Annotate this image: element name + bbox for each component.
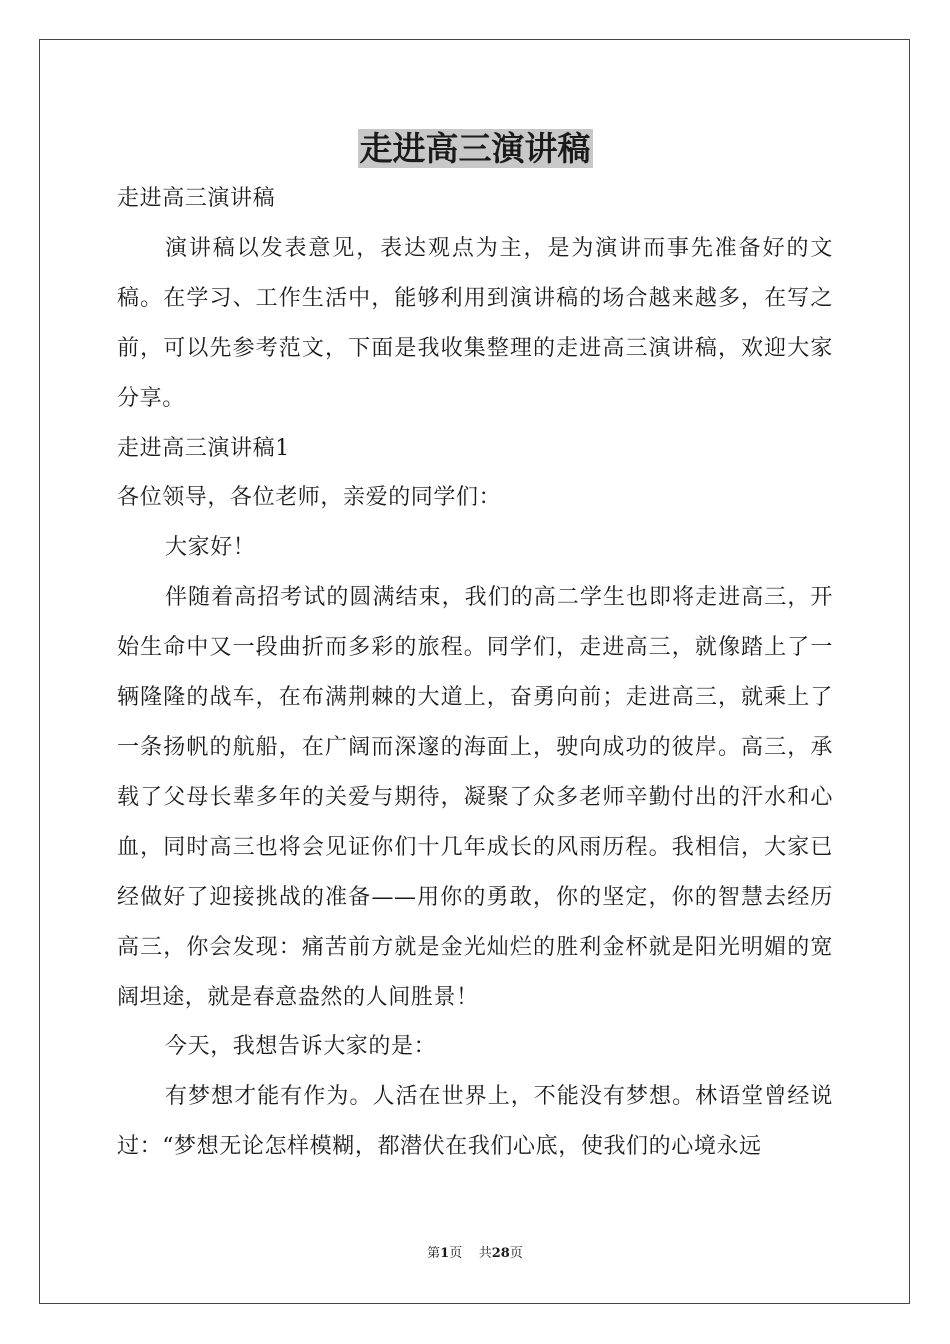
- document-title-text: 走进高三演讲稿: [359, 129, 591, 168]
- document-title: [117, 126, 833, 172]
- body-paragraph: 今天，我想告诉大家的是：: [165, 1034, 437, 1060]
- footer-total-suffix: 页: [509, 1246, 523, 1261]
- footer-total-pages: 28: [491, 1246, 510, 1261]
- footer-page-suffix: 页: [449, 1246, 463, 1261]
- footer-page-prefix: 第: [427, 1246, 441, 1261]
- salutation-paragraph: 各位领导，各位老师，亲爱的同学们：: [117, 485, 502, 511]
- page-footer: [0, 1244, 950, 1264]
- body-paragraph: 伴随着高招考试的圆满结束，我们的高二学生也即将走进高三，开始生命中又一段曲折而多彩的旅程。同学们，走进高三，就像踏上了一辆隆隆的战车，在布满荆棘的大道上，奋勇向前；走进高三，就乘上了一条扬帆的航船，在广阔而深邃的海面上，驶向成功的彼岸。高三，承载了父母长辈多年的关爱与期待，凝聚了众多老师辛勤付出的汗水和心血，同时高三也将会见证你们十几年成长的风雨历程。我相信，大家已经做好了迎接挑战的准备——用你的勇敢，你的坚定，你的智慧去经历高三，你会发现：痛苦前方就是金光灿烂的胜利金杯就是阳光明媚的宽阔坦途，就是春意盎然的人间胜景！: [117, 585, 833, 1010]
- body-paragraph: 有梦想才能有作为。人活在世界上，不能没有梦想。林语堂曾经说过：“梦想无论怎样模糊，都潜伏在我们心底，使我们的心境永远: [117, 1084, 833, 1160]
- section-heading: 走进高三演讲稿1: [117, 435, 290, 461]
- paragraph-list: [117, 174, 833, 1172]
- subtitle-paragraph: 走进高三演讲稿: [117, 186, 276, 211]
- intro-paragraph: 演讲稿以发表意见，表达观点为主，是为演讲而事先准备好的文稿。在学习、工作生活中，能够利用到演讲稿的场合越来越多，在写之前，可以先参考范文，下面是我收集整理的走进高三演讲稿，欢迎大家分享。: [117, 235, 833, 411]
- footer-page-number: 1: [440, 1246, 450, 1261]
- footer-total-prefix: 共: [478, 1246, 492, 1261]
- greeting-paragraph: 大家好！: [165, 535, 256, 561]
